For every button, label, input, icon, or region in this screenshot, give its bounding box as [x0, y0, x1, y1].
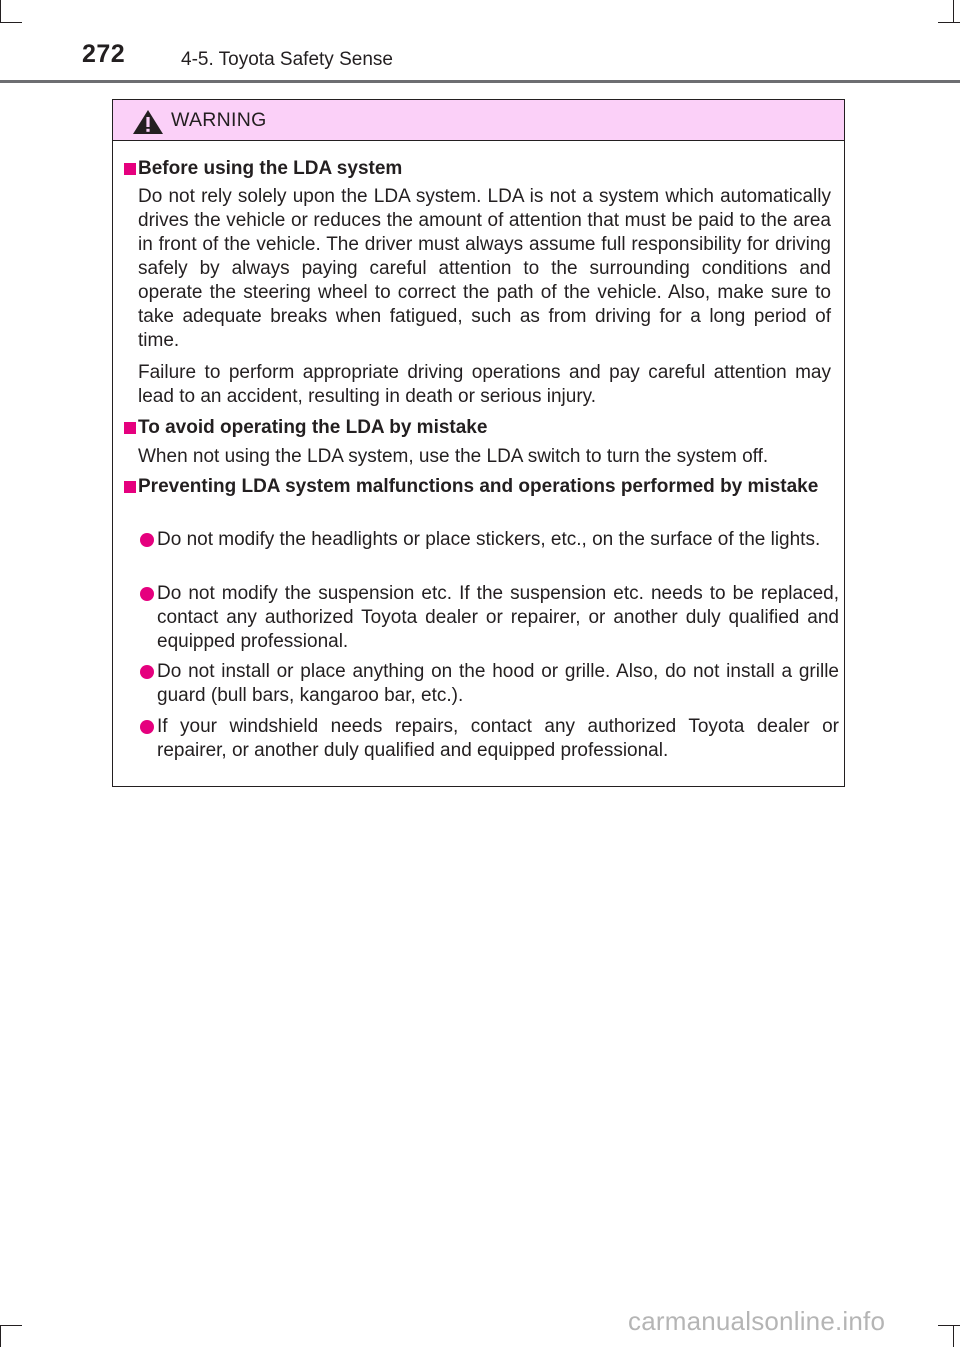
section-title-before-using: Before using the LDA system [138, 158, 403, 179]
bullet-dot-icon [140, 533, 154, 547]
list-item: Do not modify the suspension etc. If the suspension etc. needs to be replaced, contact any authorized Toyota dealer or repairer, or another duly qualified and equipped professional. [157, 583, 839, 652]
warning-triangle-icon [132, 109, 164, 135]
section-title-avoid-operating: To avoid operating the LDA by mistake [138, 417, 488, 438]
square-bullet-icon [124, 163, 136, 175]
paragraph: Failure to perform appropriate driving operations and pay careful attention may lead to an accident, resulting in death or serious injury. [138, 362, 831, 407]
watermark: carmanualsonline.info [628, 1306, 886, 1336]
list-item: If your windshield needs repairs, contact any authorized Toyota dealer or repairer, or another duly qualified and equipped professional. [157, 716, 839, 761]
warning-box [112, 99, 845, 787]
warning-header [113, 100, 844, 141]
page-header [0, 0, 960, 84]
list-item: Do not install or place anything on the hood or grille. Also, do not install a grille guard (bull bars, kangaroo bar, etc.). [157, 661, 839, 706]
paragraph: Do not rely solely upon the LDA system. LDA is not a system which automatically drives the vehicle or reduces the amount of attention that must be paid to the area in front of the vehicle. The driver must always assume full responsibility for driving safely by always paying careful attention to the surrounding conditions and operate the steering wheel to correct the path of the vehicle. Also, make sure to take adequate breaks when fatigued, such as from driving for a long period of time. [138, 186, 831, 351]
crop-mark [953, 1325, 954, 1347]
crop-mark [0, 1325, 22, 1326]
square-bullet-icon [124, 481, 136, 493]
crop-mark [938, 1325, 960, 1326]
crop-mark [0, 1325, 1, 1347]
paragraph: When not using the LDA system, use the LDA switch to turn the system off. [138, 446, 769, 467]
warning-label: WARNING [171, 109, 267, 131]
bullet-dot-icon [140, 720, 154, 734]
section-title: 4-5. Toyota Safety Sense [181, 49, 393, 70]
bullet-dot-icon [140, 587, 154, 601]
header-rule [0, 80, 960, 83]
page-number: 272 [82, 40, 126, 68]
bullet-dot-icon [140, 665, 154, 679]
section-title-preventing: Preventing LDA system malfunctions and operations performed by mistake [138, 476, 819, 497]
list-item: Do not modify the headlights or place stickers, etc., on the surface of the lights. [157, 529, 821, 550]
square-bullet-icon [124, 422, 136, 434]
